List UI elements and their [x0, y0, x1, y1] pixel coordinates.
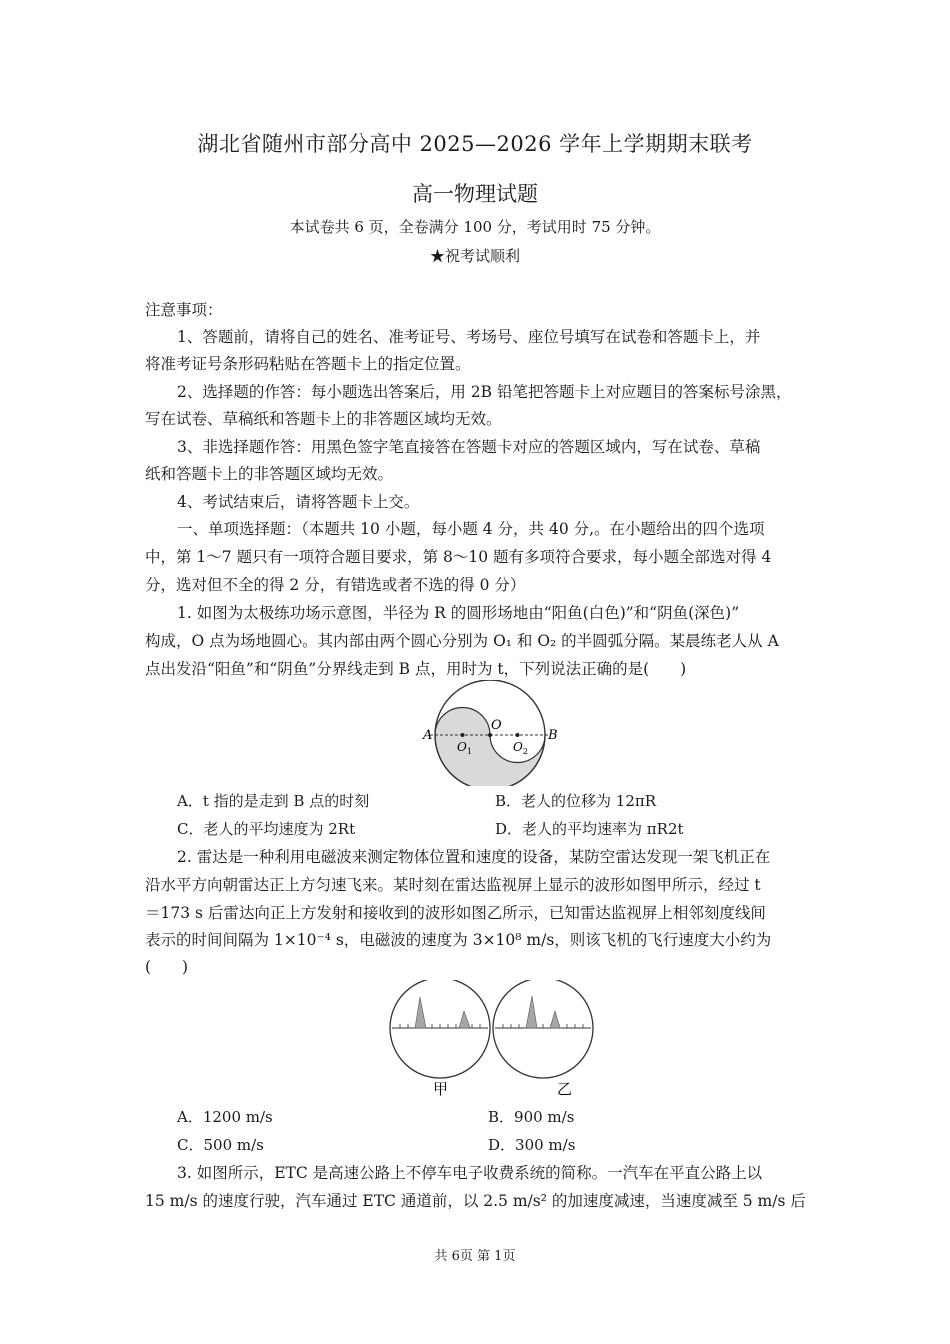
q1-option-a: A．t 指的是走到 B 点的时刻: [177, 792, 370, 810]
notice-item-3-line-2: 纸和答题卡上的非答题区域均无效。: [145, 465, 394, 483]
radar-screen-right: [493, 980, 593, 1078]
q2-line-4: 表示的时间间隔为 1×10⁻⁴ s，电磁波的速度为 3×10⁸ m/s，则该飞机的飞行速度大小约为: [145, 931, 772, 949]
point-o2-label: $O_2$: [513, 740, 528, 756]
q2-line-3: ＝173 s 后雷达向正上方发射和接收到的波形如图乙所示，已知雷达监视屏上相邻刻度线间: [145, 904, 766, 922]
radar-screen-left: [390, 980, 490, 1078]
center-o1-dot: [461, 733, 465, 737]
exam-info: 本试卷共 6 页，全卷满分 100 分，考试用时 75 分钟。: [289, 218, 661, 236]
notice-item-3-line-1: 3、非选择题作答：用黑色签字笔直接答在答题卡对应的答题区域内，写在试卷、草稿: [177, 438, 761, 456]
page-footer: 共 6页 第 1页: [434, 1249, 516, 1264]
point-a-label: A: [423, 728, 433, 743]
point-o1-label: $O_1$: [457, 740, 472, 756]
notice-item-2-line-1: 2、选择题的作答：每小题选出答案后，用 2B 铅笔把答题卡上对应题目的答案标号涂黑，: [177, 383, 792, 401]
section1-line-1: 一、单项选择题：（本题共 10 小题，每小题 4 分，共 40 分,。在小题给出的四个选项: [177, 520, 765, 538]
q1-option-c: C．老人的平均速度为 2Rt: [177, 820, 356, 838]
q3-line-2: 15 m/s 的速度行驶，汽车通过 ETC 通道前，以 2.5 m/s² 的加速度减速，当速度减至 5 m/s 后: [145, 1192, 806, 1210]
q1-option-b: B．老人的位移为 12πR: [495, 792, 657, 810]
exam-subtitle: 高一物理试题: [412, 182, 538, 206]
radar-figure: [385, 980, 600, 1100]
q1-line-1: 1. 如图为太极练功场示意图，半径为 R 的圆形场地由“阳鱼(白色)”和“阴鱼(深色)”: [177, 604, 740, 622]
q1-option-d: D．老人的平均速率为 πR2t: [495, 820, 684, 838]
exam-wish: ★祝考试顺利: [429, 247, 520, 265]
q2-line-5: ( ): [145, 958, 189, 976]
radar-left-label: 甲: [433, 1080, 449, 1098]
q2-line-2: 沿水平方向朝雷达正上方匀速飞来。某时刻在雷达监视屏上显示的波形如图甲所示，经过 t: [145, 876, 761, 894]
q2-option-c: C．500 m/s: [177, 1136, 264, 1154]
center-o-dot: [488, 733, 492, 737]
radar-right-label: 乙: [557, 1080, 573, 1098]
taiji-figure: [420, 680, 570, 786]
section1-line-3: 分，选对但不全的得 2 分，有错选或者不选的得 0 分）: [145, 576, 526, 594]
point-b-label: B: [548, 728, 558, 743]
notice-heading: 注意事项：: [145, 301, 223, 319]
q2-option-a: A．1200 m/s: [177, 1108, 273, 1126]
point-o-label: O: [491, 718, 502, 733]
q3-line-1: 3. 如图所示，ETC 是高速公路上不停车电子收费系统的简称。一汽车在平直公路上以: [177, 1164, 763, 1182]
notice-item-4: 4、考试结束后，请将答题卡上交。: [177, 493, 420, 511]
q1-line-3: 点出发沿“阳鱼”和“阴鱼”分界线走到 B 点，用时为 t，下列说法正确的是( ): [145, 660, 687, 678]
exam-title: 湖北省随州市部分高中 2025—2026 学年上学期期末联考: [197, 132, 753, 156]
q1-line-2: 构成，O 点为场地圆心。其内部由两个圆心分别为 O₁ 和 O₂ 的半圆弧分隔。某晨练老人从 A: [145, 632, 779, 650]
q2-line-1: 2. 雷达是一种利用电磁波来测定物体位置和速度的设备，某防空雷达发现一架飞机正在: [177, 848, 771, 866]
q2-option-b: B．900 m/s: [488, 1108, 575, 1126]
q2-option-d: D．300 m/s: [488, 1136, 576, 1154]
section1-line-2: 中，第 1～7 题只有一项符合题目要求，第 8～10 题有多项符合要求，每小题全部选对得 4: [145, 548, 772, 566]
notice-item-2-line-2: 写在试卷、草稿纸和答题卡上的非答题区域均无效。: [145, 410, 502, 428]
center-o2-dot: [516, 733, 520, 737]
notice-item-1-line-2: 将准考证号条形码粘贴在答题卡上的指定位置。: [145, 355, 471, 373]
notice-item-1-line-1: 1、答题前，请将自己的姓名、准考证号、考场号、座位号填写在试卷和答题卡上，并: [177, 328, 761, 346]
